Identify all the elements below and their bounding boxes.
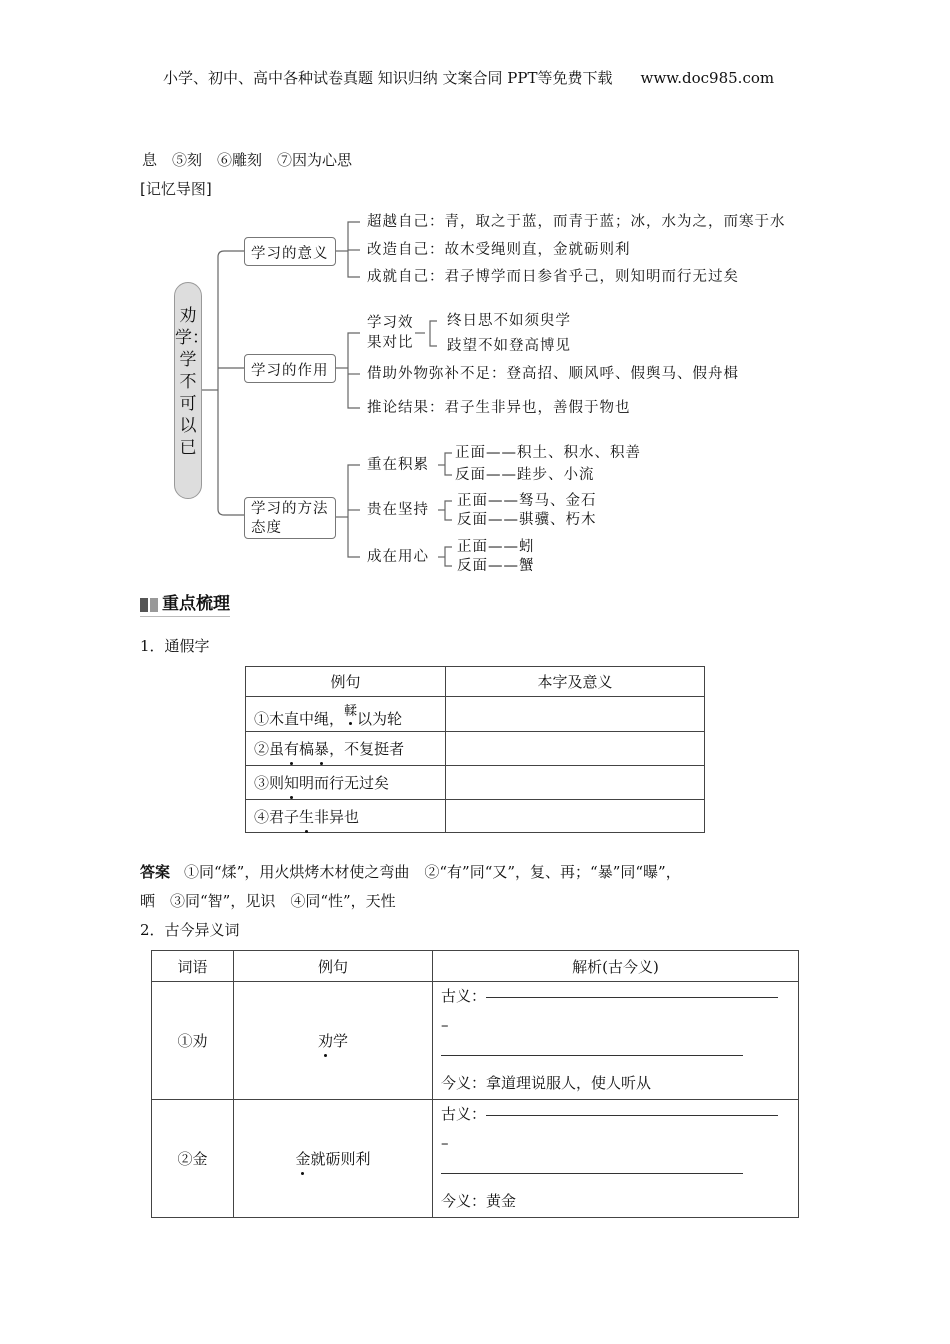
emphasized-char: 劝 bbox=[317, 1032, 333, 1050]
emphasized-char: 有 bbox=[284, 740, 300, 758]
word-cell: ①劝 bbox=[152, 982, 234, 1100]
q1-answer-line-2: 晒 ③同“智”，见识 ④同“性”，天性 bbox=[140, 892, 396, 910]
ancient-meaning-blank-2[interactable] bbox=[441, 1172, 743, 1174]
sentence-text: ④君子 bbox=[254, 808, 300, 826]
modern-meaning: 今义：拿道理说服人，使人听从 bbox=[441, 1074, 652, 1092]
analysis-cell bbox=[433, 1100, 799, 1218]
meaning-item: 成就自己：君子博学而日参省乎己，则知明而行无过矣 bbox=[367, 269, 739, 285]
compare-label: 果对比 bbox=[367, 335, 414, 351]
answer-cell[interactable] bbox=[446, 766, 705, 800]
section-heading bbox=[140, 596, 230, 617]
emphasized-char: 金 bbox=[295, 1150, 311, 1168]
sentence-text: 以为轮 bbox=[357, 709, 403, 728]
table-row bbox=[152, 1100, 799, 1218]
word-cell: ②金 bbox=[152, 1100, 234, 1218]
previous-answer-tail: 息 ⑤刻 ⑥雕刻 ⑦因为心思 bbox=[142, 151, 353, 169]
q1-answer-line-1 bbox=[140, 865, 681, 880]
col-header: 解析(古今义) bbox=[433, 951, 799, 982]
answer-text: ①同“煣”，用火烘烤木材使之弯曲 ②“有”同“又”，复、再；“暴”同“曝”， bbox=[184, 863, 681, 881]
section-title: 重点梳理 bbox=[162, 594, 230, 614]
example-sentence bbox=[246, 697, 446, 732]
col-header: 词语 bbox=[152, 951, 234, 982]
function-item: 推论结果：君子生非异也，善假于物也 bbox=[367, 400, 631, 416]
sentence-text: 明而行无过矣 bbox=[299, 774, 390, 792]
method-group-label: 重在积累 bbox=[367, 457, 429, 473]
ancient-meaning-blank[interactable] bbox=[486, 1114, 778, 1116]
method-label: 学习的方法 bbox=[251, 501, 329, 517]
method-label: 态度 bbox=[251, 520, 282, 536]
method-negative: 反面——跬步、小流 bbox=[455, 467, 595, 483]
ancient-label: 古义： bbox=[441, 1105, 487, 1123]
answer-cell[interactable] bbox=[446, 697, 705, 732]
q1-title: 1．通假字 bbox=[140, 637, 210, 655]
emphasized-char: 輮 bbox=[344, 700, 357, 719]
answer-cell[interactable] bbox=[446, 732, 705, 766]
sentence-text: 就砺则利 bbox=[310, 1150, 371, 1168]
example-sentence bbox=[234, 982, 433, 1100]
function-item: 借助外物弥补不足：登高招、顺风呼、假舆马、假舟楫 bbox=[367, 366, 739, 382]
ancient-label: 古义： bbox=[441, 987, 487, 1005]
q2-title: 2．古今异义词 bbox=[140, 921, 240, 939]
method-negative: 反面——骐骥、朽木 bbox=[457, 512, 597, 528]
header-text: 小学、初中、高中各种试卷真题 知识归纳 文案合同 PPT等免费下载 bbox=[163, 69, 613, 87]
dash: – bbox=[441, 1016, 449, 1034]
section-marker-icon bbox=[140, 598, 158, 612]
table-row bbox=[152, 982, 799, 1100]
mindmap-node-meaning: 学习的意义 bbox=[244, 237, 336, 266]
col-header: 例句 bbox=[246, 667, 446, 697]
gujin-yiyi-table bbox=[151, 950, 799, 1218]
answer-cell[interactable] bbox=[446, 800, 705, 833]
compare-label: 学习效 bbox=[367, 315, 414, 331]
example-sentence bbox=[234, 1100, 433, 1218]
sentence-text: ，不复挺者 bbox=[329, 740, 405, 758]
tongjiazi-table bbox=[245, 666, 705, 833]
method-positive: 正面——驽马、金石 bbox=[457, 493, 597, 509]
sentence-text: 学 bbox=[333, 1032, 349, 1050]
answer-label: 答案 bbox=[140, 863, 171, 881]
analysis-cell bbox=[433, 982, 799, 1100]
table-row bbox=[246, 800, 705, 833]
meaning-item: 改造自己：故木受绳则直，金就砺则利 bbox=[367, 242, 631, 258]
example-sentence bbox=[246, 800, 446, 833]
dash: – bbox=[441, 1134, 449, 1152]
meaning-item: 超越自己：青，取之于蓝，而青于蓝；冰，水为之，而寒于水 bbox=[367, 214, 786, 230]
ancient-meaning-blank-2[interactable] bbox=[441, 1054, 743, 1056]
mindmap-label: [记忆导图] bbox=[140, 180, 212, 198]
compare-item: 跂望不如登高博见 bbox=[447, 338, 571, 354]
sentence-text: 槁 bbox=[299, 740, 315, 758]
col-header: 例句 bbox=[234, 951, 433, 982]
mindmap-node-function: 学习的作用 bbox=[244, 354, 336, 383]
emphasized-char: 知 bbox=[284, 774, 300, 792]
example-sentence bbox=[246, 732, 446, 766]
sentence-text: ③则 bbox=[254, 774, 285, 792]
method-positive: 正面——蚓 bbox=[457, 539, 535, 555]
method-positive: 正面——积土、积水、积善 bbox=[455, 445, 641, 461]
sentence-text: ①木直中绳， bbox=[254, 709, 345, 728]
compare-item: 终日思不如须臾学 bbox=[447, 313, 571, 329]
modern-meaning: 今义：黄金 bbox=[441, 1192, 517, 1210]
method-group-label: 贵在坚持 bbox=[367, 502, 429, 518]
mindmap-root: 劝学：学不可以已 bbox=[174, 282, 202, 499]
method-negative: 反面——蟹 bbox=[457, 558, 535, 574]
example-sentence bbox=[246, 766, 446, 800]
emphasized-char: 生 bbox=[299, 808, 315, 826]
col-header: 本字及意义 bbox=[446, 667, 705, 697]
emphasized-char: 暴 bbox=[314, 740, 330, 758]
sentence-text: ②虽 bbox=[254, 740, 285, 758]
table-row bbox=[246, 697, 705, 732]
header-url[interactable]: www.doc985.com bbox=[640, 69, 775, 87]
table-row bbox=[246, 766, 705, 800]
method-group-label: 成在用心 bbox=[367, 549, 429, 565]
ancient-meaning-blank[interactable] bbox=[486, 996, 778, 998]
sentence-text: 非异也 bbox=[314, 808, 360, 826]
mindmap-node-method bbox=[244, 497, 336, 539]
table-row bbox=[246, 732, 705, 766]
